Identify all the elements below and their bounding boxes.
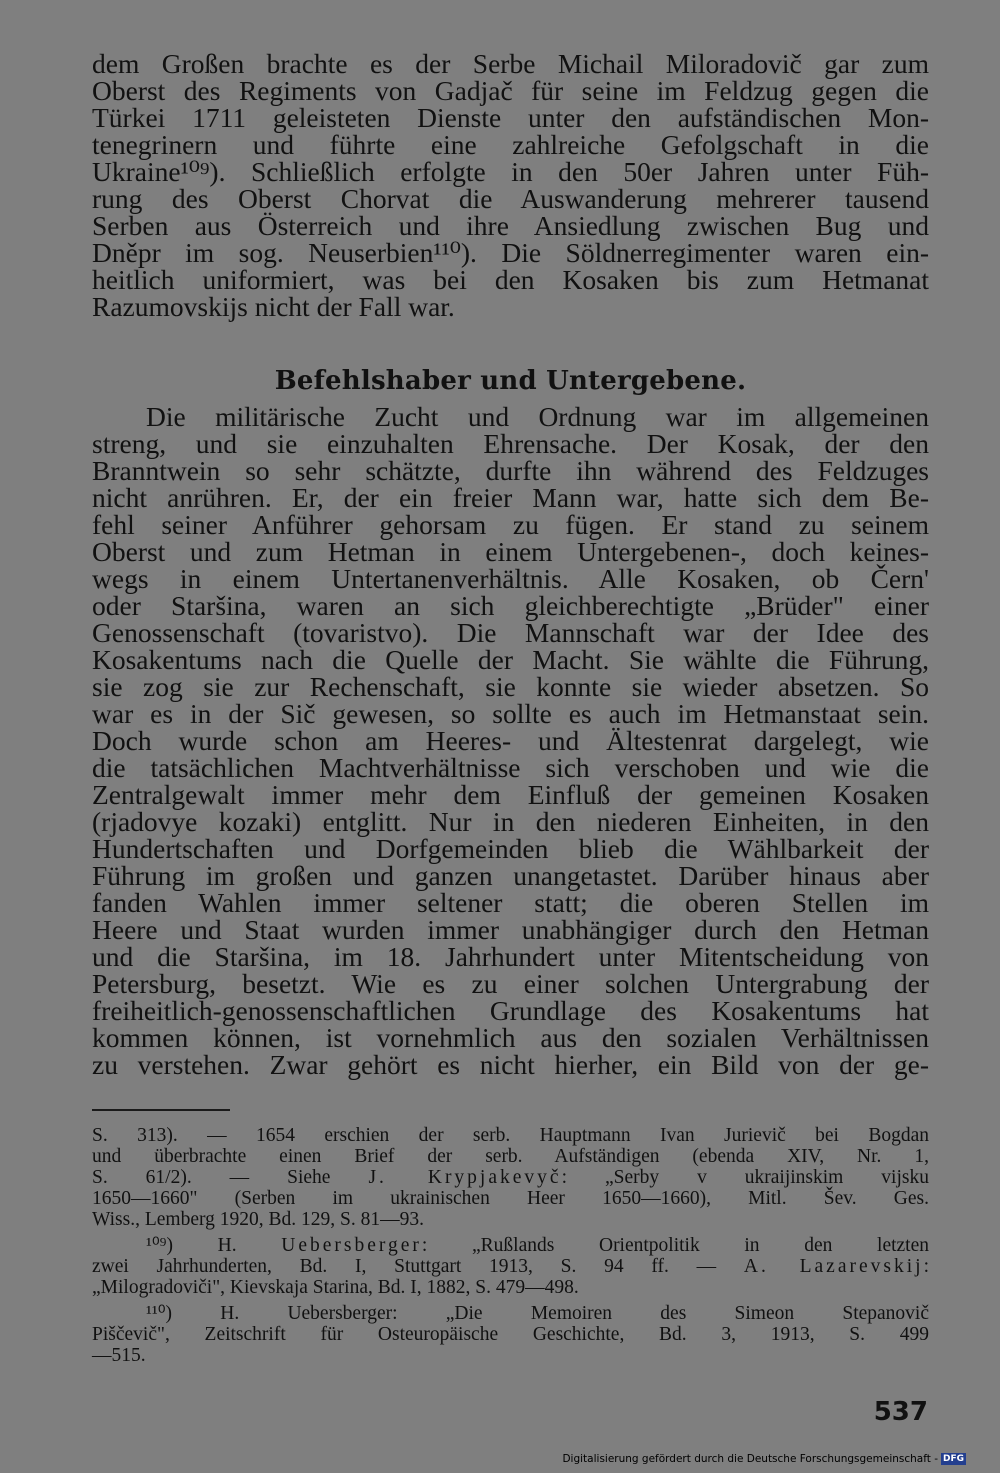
text-line: die tatsächlichen Machtverhältnisse sich verschoben und wie die [92,752,929,783]
text-line: Razumovskijs nicht der Fall war. [92,291,455,322]
section-heading: Befehlshaber und Untergebene. [274,366,747,396]
text-line: Oberst und zum Hetman in einem Untergebenen-, doch keines- [92,536,929,567]
text-line: Branntwein so sehr schätzte, durfte ihn während des Feldzuges [92,455,929,486]
footnote-110-line: ¹¹⁰) H. Uebersberger: „Die Memoiren des Simeon Stepanovič [146,1303,929,1324]
footnote-text: : „Serby v ukraijinskim vijsku [561,1167,929,1188]
footnote-109-line [146,1236,929,1257]
text-line: Oberst des Regiments von Gadjač für seine im Feldzug gegen die [92,75,929,106]
text-line: wegs in einem Untertanenverhältnis. Alle Kosaken, ob Čern' [92,563,929,594]
text-line: streng, und sie einzuhalten Ehrensache. Der Kosak, der den [92,428,929,459]
text-line: Kosakentums nach die Quelle der Macht. Sie wählte die Führung, [92,644,929,675]
text-line: Zentralgewalt immer mehr dem Einfluß der gemeinen Kosaken [92,779,929,810]
footnote-110-line: Piščevič", Zeitschrift für Osteuropäische Geschichte, Bd. 3, 1913, S. 499 [92,1324,929,1345]
text-line: rung des Oberst Chorvat die Auswanderung mehrerer tausend [92,183,929,214]
text-line: kommen können, ist vornehmlich aus den sozialen Verhältnissen [92,1022,929,1053]
text-line: Ukraine¹⁰⁹). Schließlich erfolgte in den 50er Jahren unter Füh- [92,156,929,187]
footnote-line: S. 313). — 1654 erschien der serb. Hauptmann Ivan Jurievič bei Bogdan [92,1125,929,1146]
footnote-line [92,1168,929,1189]
footnote-text: : [923,1256,929,1277]
text-line: Serben aus Österreich und ihre Ansiedlung zwischen Bug und [92,210,929,241]
text-line: fanden Wahlen immer seltener statt; die oberen Stellen im [92,887,929,918]
text-line: (rjadovye kozaki) entglitt. Nur in den niederen Einheiten, in den [92,806,929,837]
text-line: nicht anrühren. Er, der ein freier Mann war, hatte sich dem Be- [92,482,929,513]
text-line: sie zog sie zur Rechenschaft, sie konnte sie wieder absetzen. So [92,671,929,702]
footnote-text: ¹⁰⁹) H. [146,1235,237,1256]
text-line: Genossenschaft (tovaristvo). Die Mannschaft war der Idee des [92,617,929,648]
footnote-text: : „Rußlands Orientpolitik in den letzten [421,1235,929,1256]
author-name: J. Krypjakevyč [368,1167,562,1188]
text-line: Heere und Staat wurden immer unabhängiger durch den Hetman [92,914,929,945]
dfg-logo: DFG [942,1454,964,1464]
text-line: fehl seiner Anführer gehorsam zu fügen. Er stand zu seinem [92,509,929,540]
author-name: A. Lazarevskij [743,1256,924,1277]
text-line: Petersburg, besetzt. Wie es zu einer solchen Untergrabung der [92,968,929,999]
footnote-line: 1650—1660" (Serben im ukrainischen Heer 1650—1660), Mitl. Šev. Ges. [92,1188,929,1209]
text-line: Hundertschaften und Dorfgemeinden blieb die Wählbarkeit der [92,833,929,864]
footnote-text: zwei Jahrhunderten, Bd. I, Stuttgart 1913, S. 94 ff. — [92,1256,717,1277]
digitization-credit [562,1453,966,1465]
footnote-109-line [92,1257,929,1278]
credit-text: Digitalisierung gefördert durch die Deutsche Forschungsgemeinschaft - [562,1453,938,1465]
page-number: 537 [873,1397,928,1427]
text-line: tenegrinern und führte eine zahlreiche Gefolgschaft in die [92,129,929,160]
text-line: und die Staršina, im 18. Jahrhundert unter Mitentscheidung von [92,941,929,972]
footnote-109-line: „Milogradoviči", Kievskaja Starina, Bd. I, 1882, S. 479—498. [92,1277,579,1298]
text-line: dem Großen brachte es der Serbe Michail Miloradovič gar zum [92,48,929,79]
footnote-text: S. 61/2). — Siehe [92,1167,331,1188]
text-line: heitlich uniformiert, was bei den Kosaken bis zum Hetmanat [92,264,929,295]
text-line: Führung im großen und ganzen unangetastet. Darüber hinaus aber [92,860,929,891]
footnote-line: und überbrachte einen Brief der serb. Aufständigen (ebenda XIV, Nr. 1, [92,1146,929,1167]
author-name: Uebersberger [281,1235,422,1256]
footnote-110-line: —515. [92,1345,146,1366]
text-line: war es in der Sič gewesen, so sollte es auch im Hetmanstaat sein. [92,698,929,729]
text-line: Doch wurde schon am Heeres- und Ältestenrat dargelegt, wie [92,725,929,756]
text-line: zu verstehen. Zwar gehört es nicht hierher, ein Bild von der ge- [92,1049,929,1080]
text-line: Die militärische Zucht und Ordnung war im allgemeinen [146,401,929,432]
text-line: Dněpr im sog. Neuserbien¹¹⁰). Die Söldnerregimenter waren ein- [92,237,929,268]
footnote-rule [92,1109,230,1111]
text-line: Türkei 1711 geleisteten Dienste unter den aufständischen Mon- [92,102,929,133]
text-line: oder Staršina, waren an sich gleichberechtigte „Brüder" einer [92,590,929,621]
text-line: freiheitlich-genossenschaftlichen Grundlage des Kosakentums hat [92,995,929,1026]
footnote-line: Wiss., Lemberg 1920, Bd. 129, S. 81—93. [92,1209,424,1230]
